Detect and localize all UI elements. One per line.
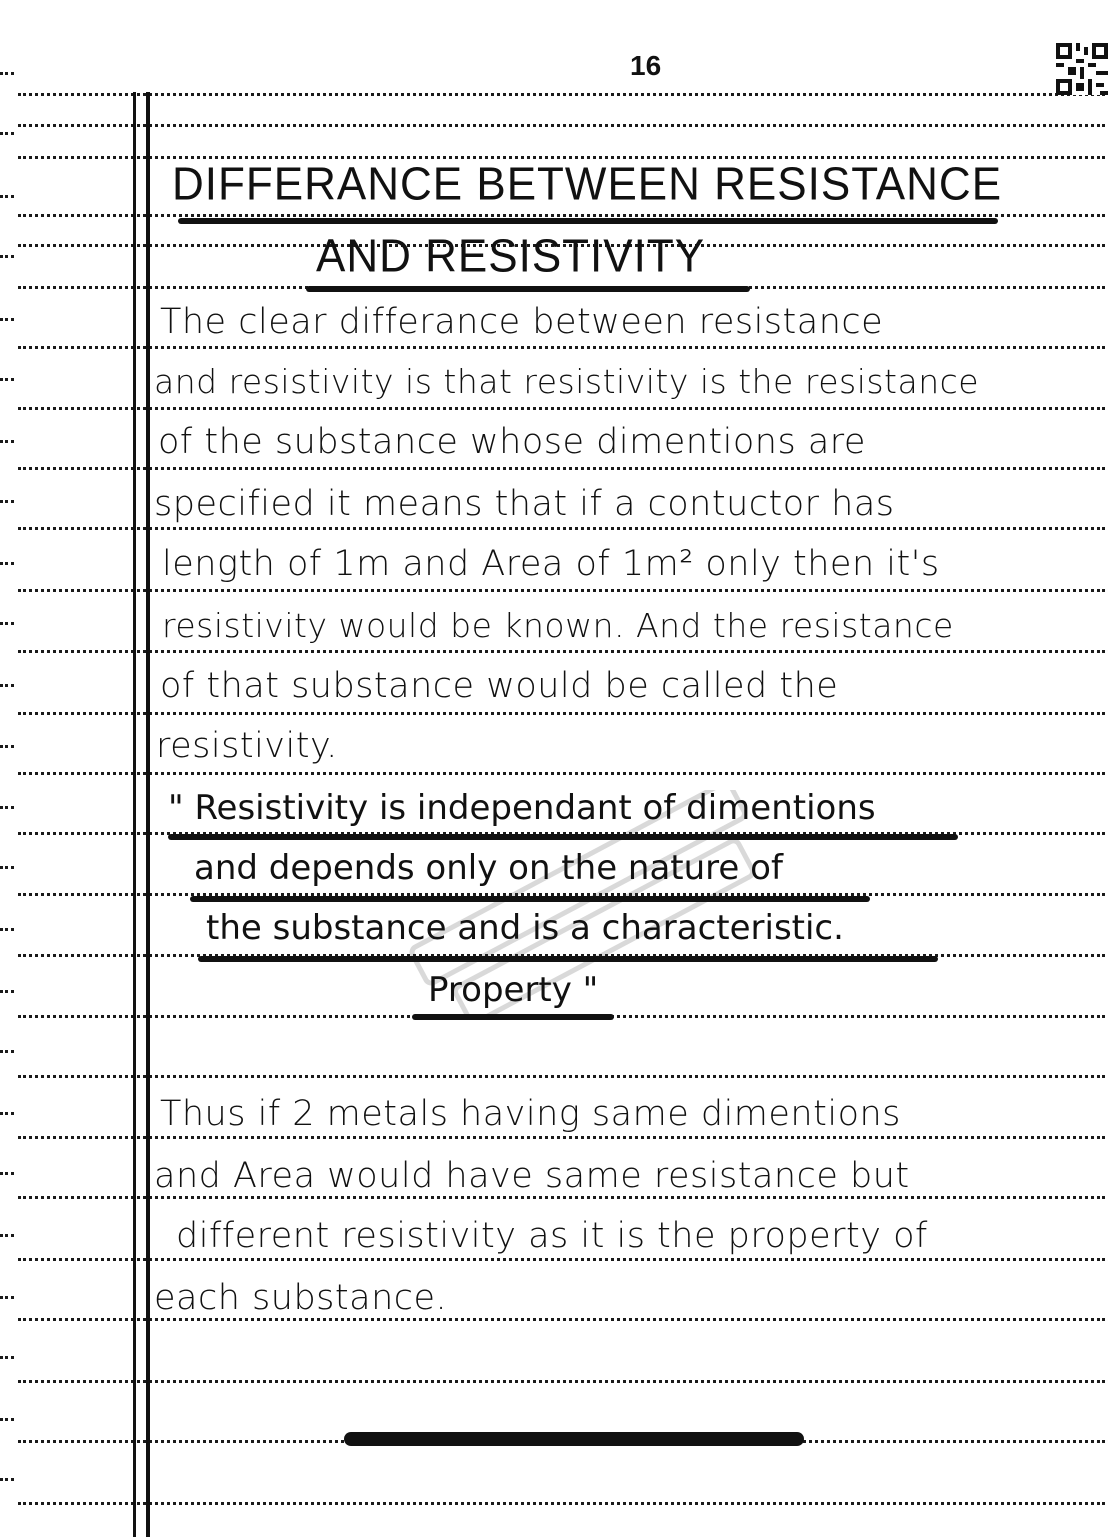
paragraph1-line-2: and resistivity is that resistivity is the resistance <box>154 362 980 401</box>
heading-line-1: DIFFERANCE BETWEEN RESISTANCE <box>172 158 1003 211</box>
paragraph1-line-4: specified it means that if a contuctor has <box>154 484 895 524</box>
paragraph2-line-2: and Area would have same resistance but <box>154 1156 910 1196</box>
quote-underline-4 <box>412 1014 614 1020</box>
heading-line-2: AND RESISTIVITY <box>316 230 706 283</box>
margin-line-outer <box>133 92 136 1537</box>
page-number: 16 <box>630 50 662 81</box>
quote-underline-2 <box>190 896 870 902</box>
quote-underline-1 <box>168 834 958 840</box>
quote-line-2: and depends only on the nature of <box>194 848 783 888</box>
paragraph1-line-5: length of 1m and Area of 1m² only then it's <box>162 544 940 584</box>
paragraph1-line-3: of the substance whose dimentions are <box>158 422 866 462</box>
paragraph1-line-8: resistivity. <box>156 726 338 766</box>
quote-underline-3 <box>198 956 938 962</box>
paragraph1-line-6: resistivity would be known. And the resistance <box>162 606 954 645</box>
paragraph2-line-4: each substance. <box>154 1278 448 1318</box>
quote-line-1: " Resistivity is independant of dimentions <box>168 788 876 828</box>
quote-line-4: Property " <box>428 970 599 1010</box>
margin-line-inner <box>146 92 150 1537</box>
paragraph2-line-1: Thus if 2 metals having same dimentions <box>160 1094 901 1134</box>
qr-code-icon <box>1056 43 1108 95</box>
closing-rule <box>344 1432 804 1446</box>
quote-line-3: the substance and is a characteristic. <box>206 908 844 948</box>
paragraph1-line-1: The clear differance between resistance <box>160 302 884 342</box>
paragraph2-line-3: different resistivity as it is the property of <box>176 1216 928 1256</box>
heading-underline-2 <box>306 286 750 292</box>
heading-underline-1 <box>178 218 998 224</box>
paragraph1-line-7: of that substance would be called the <box>160 666 839 706</box>
